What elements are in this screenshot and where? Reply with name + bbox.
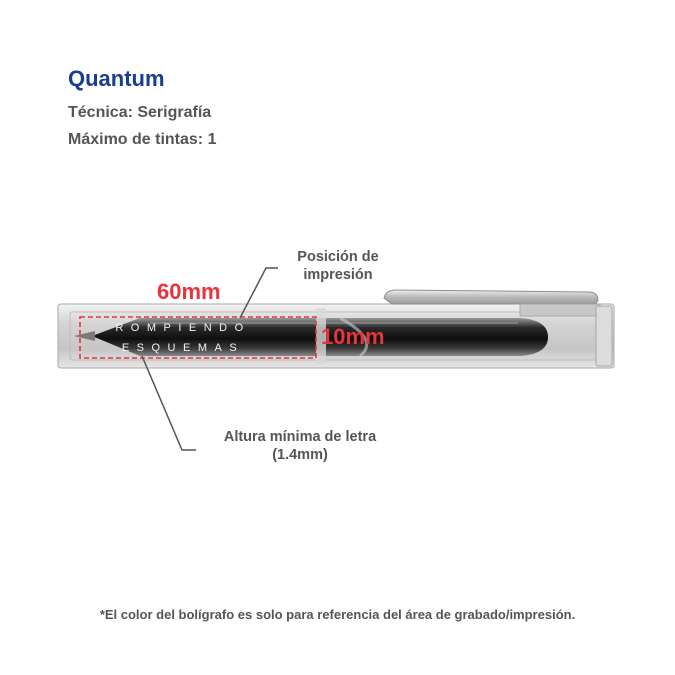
min-letter-height-line2: (1.4mm) bbox=[272, 447, 328, 463]
engraving-line1: ROMPIENDO bbox=[115, 322, 251, 334]
print-position-label bbox=[278, 248, 398, 284]
min-letter-height-label bbox=[195, 428, 405, 464]
pen-clip bbox=[384, 290, 598, 304]
height-dimension: 10mm bbox=[321, 324, 385, 349]
print-position-label-line1: Posición de bbox=[297, 249, 379, 265]
product-title: Quantum bbox=[68, 66, 165, 91]
letter-height-leader-line bbox=[142, 356, 196, 450]
print-position-label-line2: impresión bbox=[303, 267, 373, 283]
pen-end-cap bbox=[596, 306, 612, 366]
footnote: *El color del bolígrafo es solo para referencia del área de grabado/impresión. bbox=[99, 607, 576, 622]
max-inks-text: Máximo de tintas: 1 bbox=[68, 131, 217, 148]
technique-text: Técnica: Serigrafía bbox=[68, 104, 212, 121]
pen-clip-base bbox=[520, 304, 600, 316]
min-letter-height-line1: Altura mínima de letra bbox=[223, 429, 377, 445]
width-dimension: 60mm bbox=[157, 279, 221, 304]
engraving-line2: ESQUEMAS bbox=[121, 342, 245, 354]
